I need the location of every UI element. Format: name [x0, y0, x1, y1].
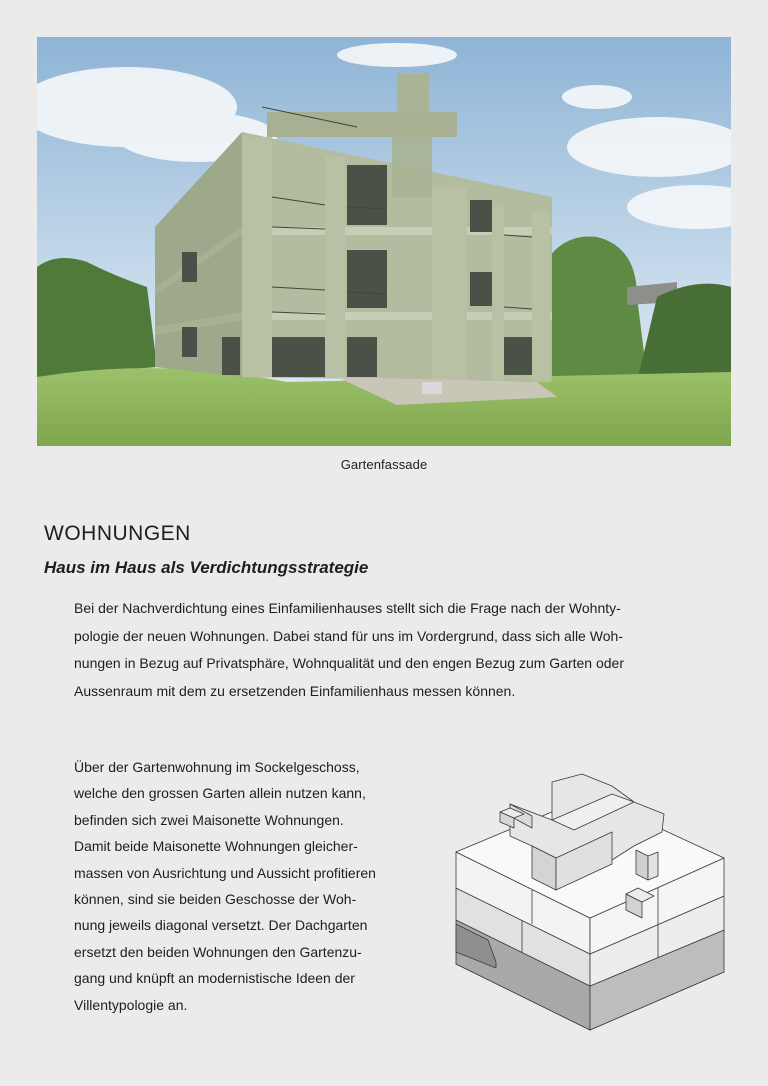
text-line: Aussenraum mit dem zu ersetzenden Einfamilienhaus messen können. [74, 682, 516, 699]
axonometric-diagram [452, 772, 728, 1034]
text-line: massen von Ausrichtung und Aussicht profitieren [74, 864, 376, 881]
detail-paragraph [74, 754, 434, 1018]
text-line: ersetzt den beiden Wohnungen den Gartenzu- [74, 943, 362, 960]
text-line: nung jeweils diagonal versetzt. Der Dachgarten [74, 917, 368, 934]
text-line: pologie der neuen Wohnungen. Dabei stand für uns im Vordergrund, dass sich alle Woh- [74, 627, 623, 644]
text-line: Villentypologie an. [74, 996, 188, 1013]
section-title: WOHNUNGEN [44, 522, 191, 545]
text-line: nungen in Bezug auf Privatsphäre, Wohnqualität und den engen Bezug zum Garten oder [74, 655, 625, 671]
image-caption: Gartenfassade [340, 457, 428, 472]
text-line: welche den grossen Garten allein nutzen kann, [74, 785, 366, 802]
text-line: gang und knüpft an modernistische Ideen der [74, 970, 355, 987]
text-line: Über der Gartenwohnung im Sockelgeschoss, [74, 759, 360, 775]
text-line: Bei der Nachverdichtung eines Einfamilienhauses stellt sich die Frage nach der Wohnty- [74, 600, 621, 616]
text-line: können, sind sie beiden Geschosse der Woh- [74, 891, 357, 908]
building-rendering [37, 37, 731, 446]
text-line: befinden sich zwei Maisonette Wohnungen. [74, 811, 344, 828]
intro-paragraph [74, 595, 694, 705]
section-subtitle: Haus im Haus als Verdichtungsstrategie [44, 558, 369, 577]
text-line: Damit beide Maisonette Wohnungen gleicher- [74, 838, 358, 855]
